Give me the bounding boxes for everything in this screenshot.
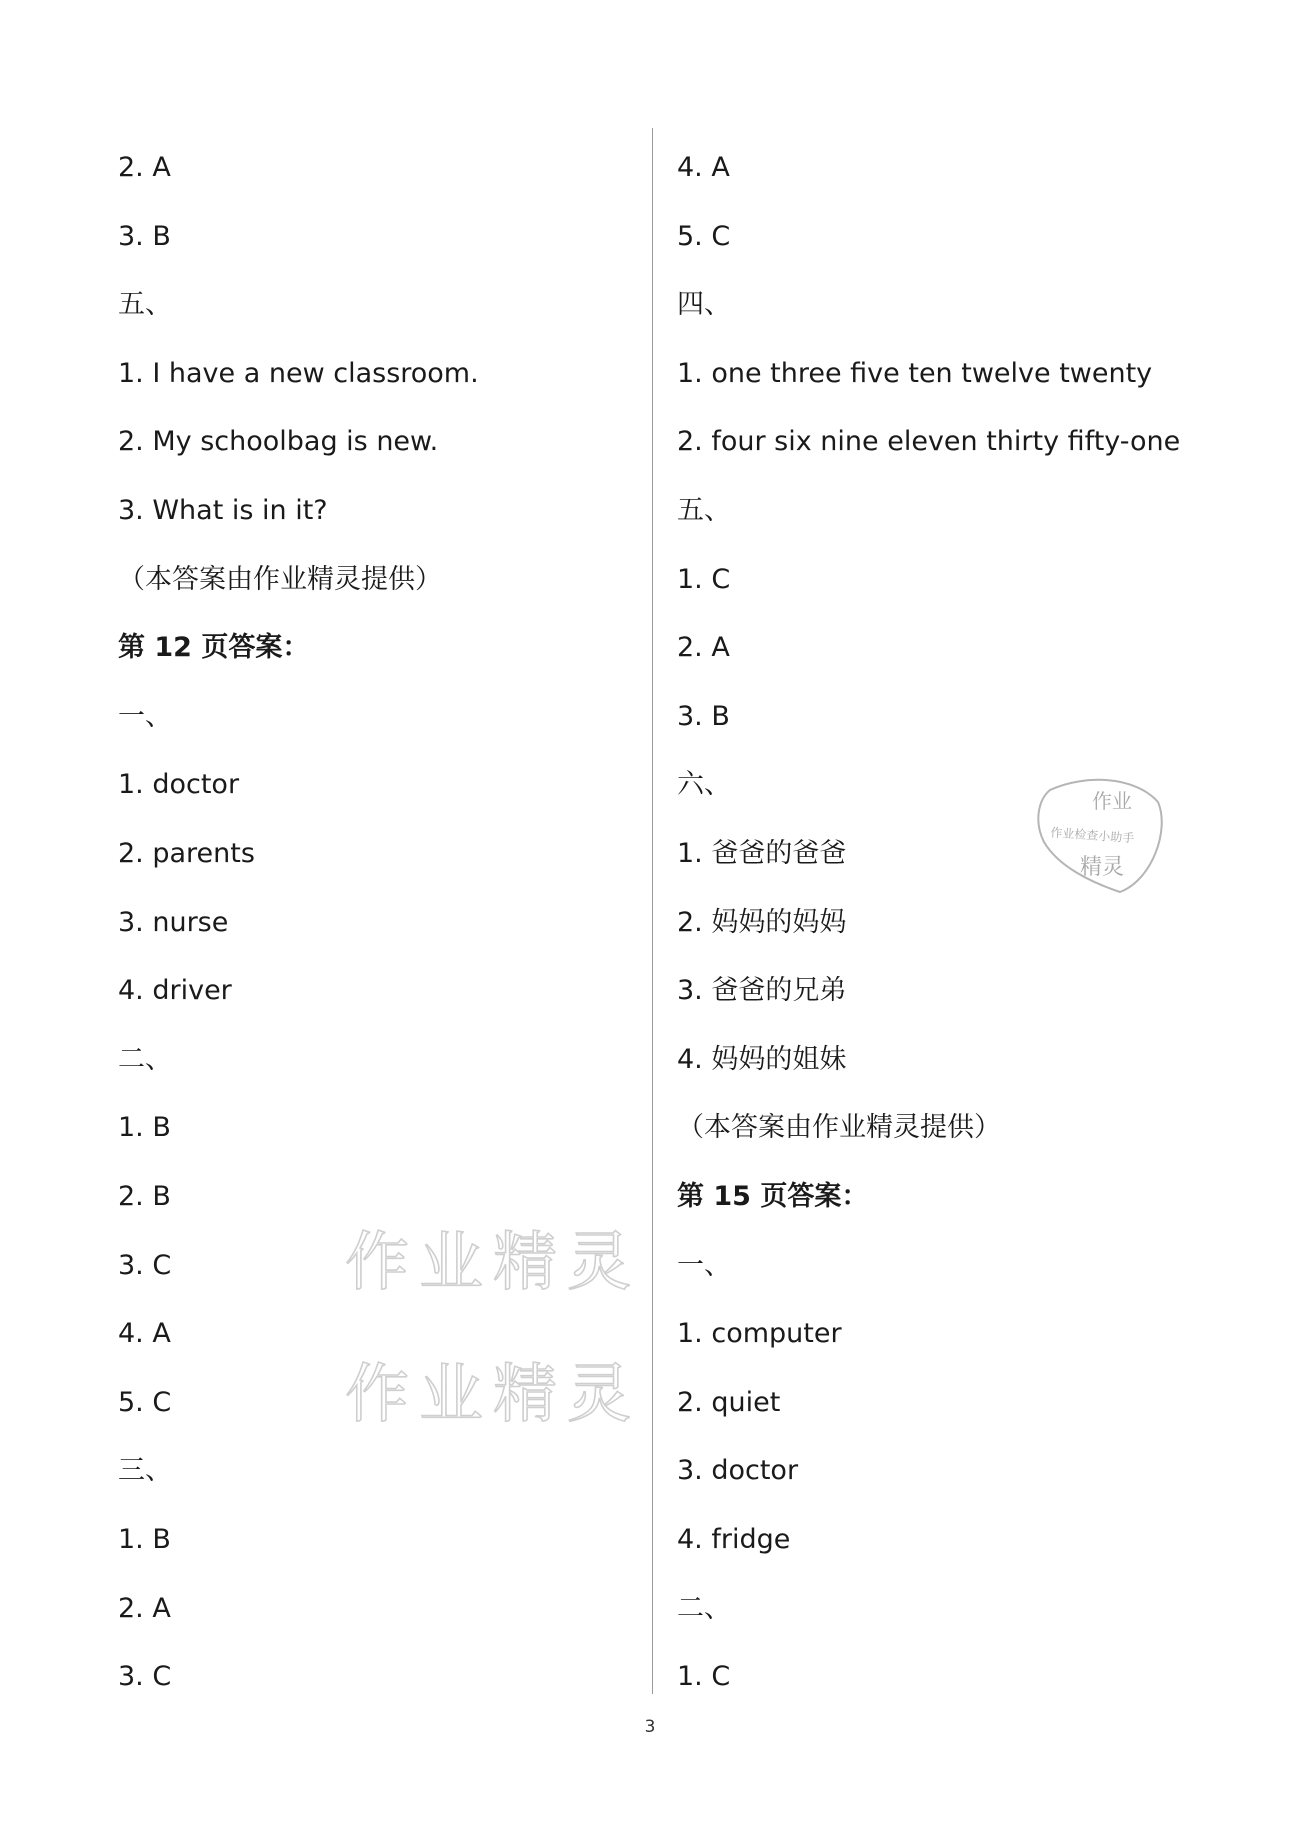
answer-line: 3. 爸爸的兄弟 [677,975,847,1007]
answer-line: 4. fridge [677,1524,791,1555]
section-heading: 六、 [677,769,731,801]
source-note: （本答案由作业精灵提供） [677,1112,1001,1144]
answer-line: 2. A [118,1592,171,1624]
answer-line: 2. A [677,632,730,664]
answer-line: 4. 妈妈的姐妹 [677,1043,847,1075]
answer-line: 2. My schoolbag is new. [118,426,439,458]
answer-line: 4. A [118,1318,171,1350]
answer-line: 1. B [118,1524,171,1555]
section-heading: 二、 [118,1043,172,1075]
answer-line: 2. 妈妈的妈妈 [677,906,847,938]
answer-line: 2. quiet [677,1386,781,1418]
answer-line: 1. computer [677,1318,842,1350]
svg-text:作业精灵: 作业精灵 [345,1358,641,1432]
page-heading: 第 12 页答案： [118,632,310,664]
section-heading: 四、 [677,289,731,321]
section-heading: 二、 [677,1592,731,1624]
answer-line: 3. doctor [677,1455,799,1487]
stamp-bottom-text: 精灵 [1080,855,1125,880]
answer-line: 2. B [118,1181,171,1212]
answer-line: 1. one three five ten twelve twenty [677,357,1153,389]
answer-line: 2. parents [118,838,255,869]
column-divider [652,128,653,1694]
answer-line: 1. doctor [118,769,240,801]
stamp-middle-text: 作业检查小助手 [1049,825,1135,846]
answer-line: 2. four six nine eleven thirty fifty-one [677,426,1181,458]
section-heading: 五、 [118,289,172,321]
answer-line: 3. B [118,220,171,252]
answer-line: 3. What is in it? [118,495,328,526]
answer-line: 3. B [677,700,730,732]
answer-line: 5. C [118,1386,172,1418]
section-heading: 一、 [118,700,172,732]
answer-line: 2. A [118,152,171,183]
answer-line: 4. A [677,152,730,183]
section-heading: 一、 [677,1249,731,1281]
svg-text:作业精灵: 作业精灵 [345,1226,641,1300]
answer-line: 1. 爸爸的爸爸 [677,838,847,869]
answer-line: 1. C [677,563,731,595]
answer-line: 1. B [118,1112,171,1144]
page-heading: 第 15 页答案： [677,1181,869,1212]
answer-line: 3. C [118,1249,172,1281]
answer-line: 3. C [118,1661,172,1693]
stamp-logo [1030,770,1170,900]
answer-line: 3. nurse [118,906,229,938]
source-note: （本答案由作业精灵提供） [118,563,442,595]
watermark [345,1220,655,1300]
section-heading: 五、 [677,495,731,526]
stamp-top-text: 作业 [1092,789,1132,813]
watermark [345,1352,655,1432]
answer-line: 4. driver [118,975,232,1007]
page-number: 3 [644,1717,656,1737]
answer-line: 5. C [677,220,731,252]
section-heading: 三、 [118,1455,172,1487]
answer-line: 1. C [677,1661,731,1693]
answer-line: 1. I have a new classroom. [118,357,479,389]
